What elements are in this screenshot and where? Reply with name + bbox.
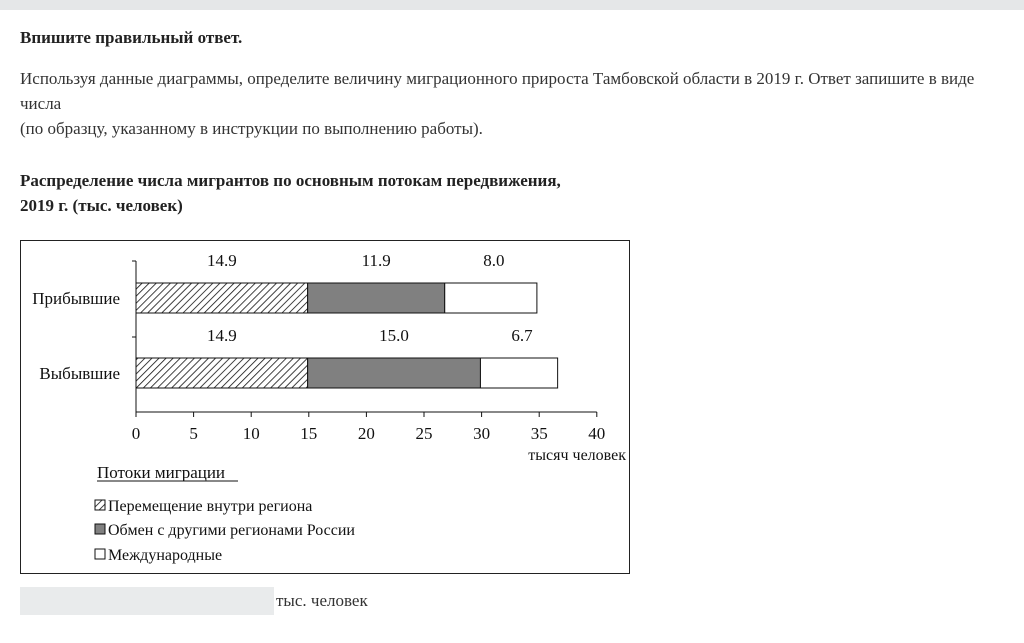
data-label-0-2: 8.0	[483, 251, 505, 270]
question-text	[20, 66, 1010, 141]
x-tick-label-15: 15	[300, 424, 318, 443]
bar-segment-0-1	[308, 283, 445, 313]
legend-title: Потоки миграции	[97, 463, 226, 482]
legend-swatch-2	[95, 549, 105, 559]
category-label-0: Прибывшие	[32, 289, 120, 308]
x-tick-label-0: 0	[131, 424, 141, 443]
legend-swatch-1	[95, 524, 105, 534]
legend-label-1: Обмен с другими регионами России	[108, 522, 355, 539]
x-tick-label-25: 25	[415, 424, 433, 443]
bar-segment-0-2	[445, 283, 537, 313]
bar-segment-1-1	[308, 358, 481, 388]
answer-input[interactable]	[20, 587, 274, 615]
legend-label-0: Перемещение внутри региона	[108, 498, 313, 515]
data-label-0-1: 11.9	[361, 251, 391, 270]
x-tick-label-10: 10	[242, 424, 260, 443]
category-label-1: Выбывшие	[39, 364, 120, 383]
x-tick-label-35: 35	[530, 424, 548, 443]
bar-segment-0-0	[136, 283, 308, 313]
legend-label-2: Международные	[108, 547, 223, 564]
chart-title-line-2: 2019 г. (тыс. человек)	[20, 196, 183, 215]
question-line-1: Используя данные диаграммы, определите величину миграционного прироста Тамбовской области в 2019 г. Ответ запишите в виде числа	[20, 69, 975, 113]
legend-swatch-0	[95, 500, 105, 510]
instruction-text: Впишите правильный ответ.	[20, 28, 243, 47]
x-tick-label-40: 40	[588, 424, 606, 443]
chart-container	[20, 240, 630, 574]
answer-unit: тыс. человек	[276, 591, 368, 610]
chart-title-line-1: Распределение числа мигрантов по основным потокам передвижения,	[20, 171, 561, 190]
bar-segment-1-0	[136, 358, 308, 388]
chart-title	[20, 168, 720, 218]
data-label-1-2: 6.7	[511, 326, 533, 345]
x-tick-label-30: 30	[473, 424, 491, 443]
data-label-1-1: 15.0	[379, 326, 409, 345]
x-axis-label: тысяч человек	[528, 447, 626, 464]
x-tick-label-20: 20	[357, 424, 375, 443]
bar-segment-1-2	[480, 358, 557, 388]
chart-svg	[21, 241, 629, 573]
data-label-1-0: 14.9	[206, 326, 237, 345]
data-label-0-0: 14.9	[206, 251, 237, 270]
top-bar	[0, 0, 1024, 10]
x-tick-label-5: 5	[189, 424, 198, 443]
question-line-2: (по образцу, указанному в инструкции по выполнению работы).	[20, 119, 483, 138]
